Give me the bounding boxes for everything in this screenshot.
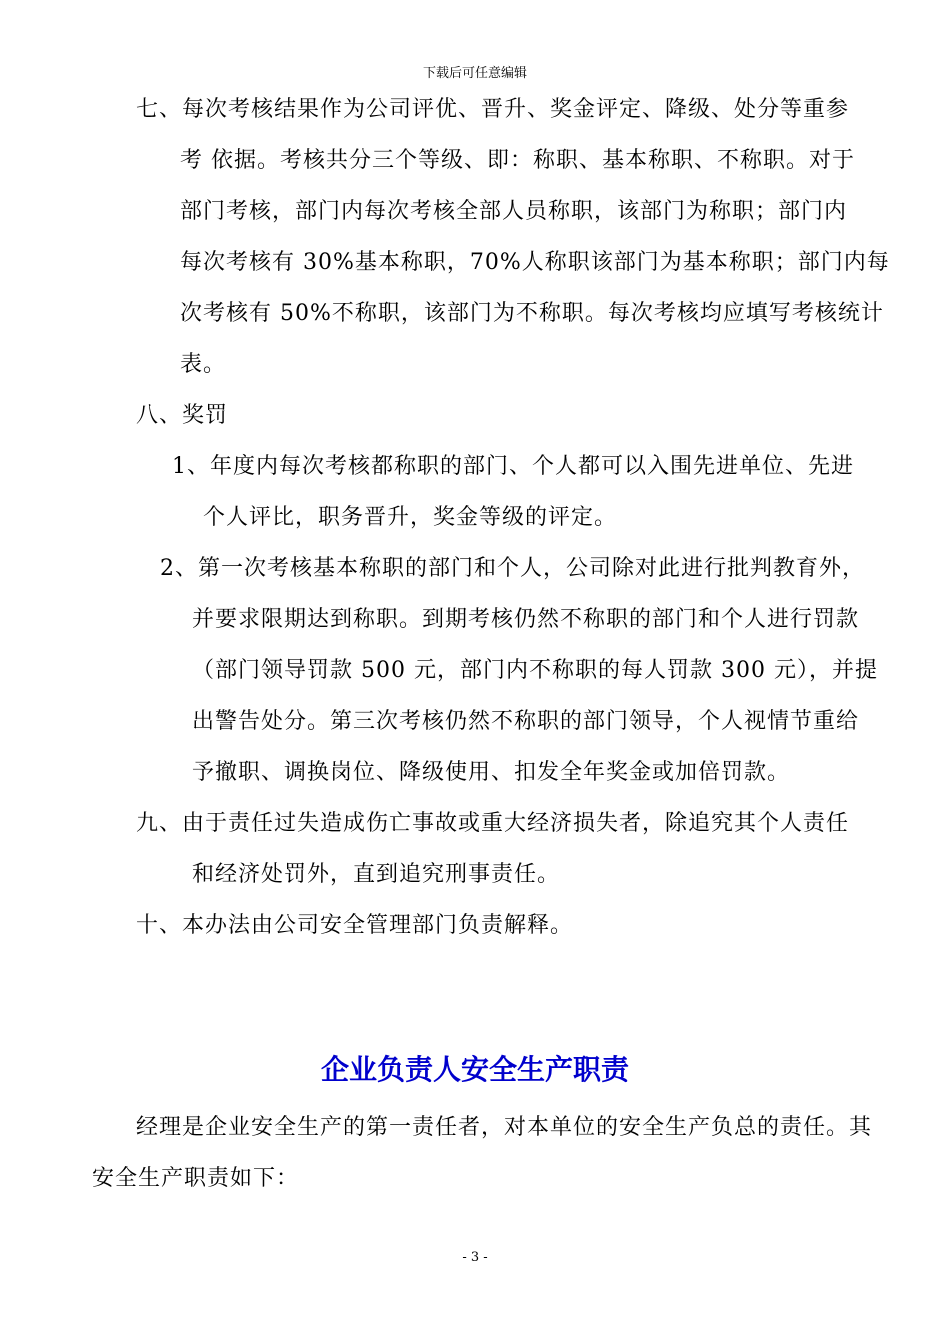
paragraph-line: 经理是企业安全生产的第一责任者，对本单位的安全生产负总的责任。其 xyxy=(136,1115,873,1140)
paragraph-line: 部门考核，部门内每次考核全部人员称职，该部门为称职；部门内 xyxy=(180,199,848,224)
paragraph-line: 表。 xyxy=(180,352,227,377)
paragraph-line: 次考核有 50%不称职，该部门为不称职。每次考核均应填写考核统计 xyxy=(180,301,884,326)
paragraph-line: 出警告处分。第三次考核仍然不称职的部门领导，个人视情节重给 xyxy=(192,709,860,734)
paragraph-line: 安全生产职责如下： xyxy=(92,1166,300,1191)
paragraph-line: 并要求限期达到称职。到期考核仍然不称职的部门和个人进行罚款 xyxy=(192,607,860,632)
paragraph-line: 九、由于责任过失造成伤亡事故或重大经济损失者，除追究其个人责任 xyxy=(136,811,850,836)
paragraph-line: 予撤职、调换岗位、降级使用、扣发全年奖金或加倍罚款。 xyxy=(192,760,791,785)
paragraph-line: 1、年度内每次考核都称职的部门、个人都可以入围先进单位、先进 xyxy=(172,454,854,479)
section-title: 企业负责人安全生产职责 xyxy=(320,1053,629,1086)
paragraph-line: 每次考核有 30%基本称职，70%人称职该部门为基本称职；部门内每 xyxy=(180,250,890,275)
paragraph-line: 十、本办法由公司安全管理部门负责解释。 xyxy=(136,913,574,938)
paragraph-line: 2、第一次考核基本称职的部门和个人，公司除对此进行批判教育外， xyxy=(160,556,865,581)
paragraph-line: 考 依据。考核共分三个等级、即：称职、基本称职、不称职。对于 xyxy=(180,148,855,173)
section-heading: 八、奖罚 xyxy=(136,403,229,428)
page-number: - 3 - xyxy=(462,1250,488,1265)
paragraph-line: （部门领导罚款 500 元，部门内不称职的每人罚款 300 元），并提 xyxy=(192,658,878,683)
page-header: 下载后可任意编辑 xyxy=(422,66,527,81)
paragraph-line: 七、每次考核结果作为公司评优、晋升、奖金评定、降级、处分等重参 xyxy=(136,97,850,122)
paragraph-line: 和经济处罚外，直到追究刑事责任。 xyxy=(192,862,561,887)
paragraph-line: 个人评比，职务晋升，奖金等级的评定。 xyxy=(203,505,618,530)
